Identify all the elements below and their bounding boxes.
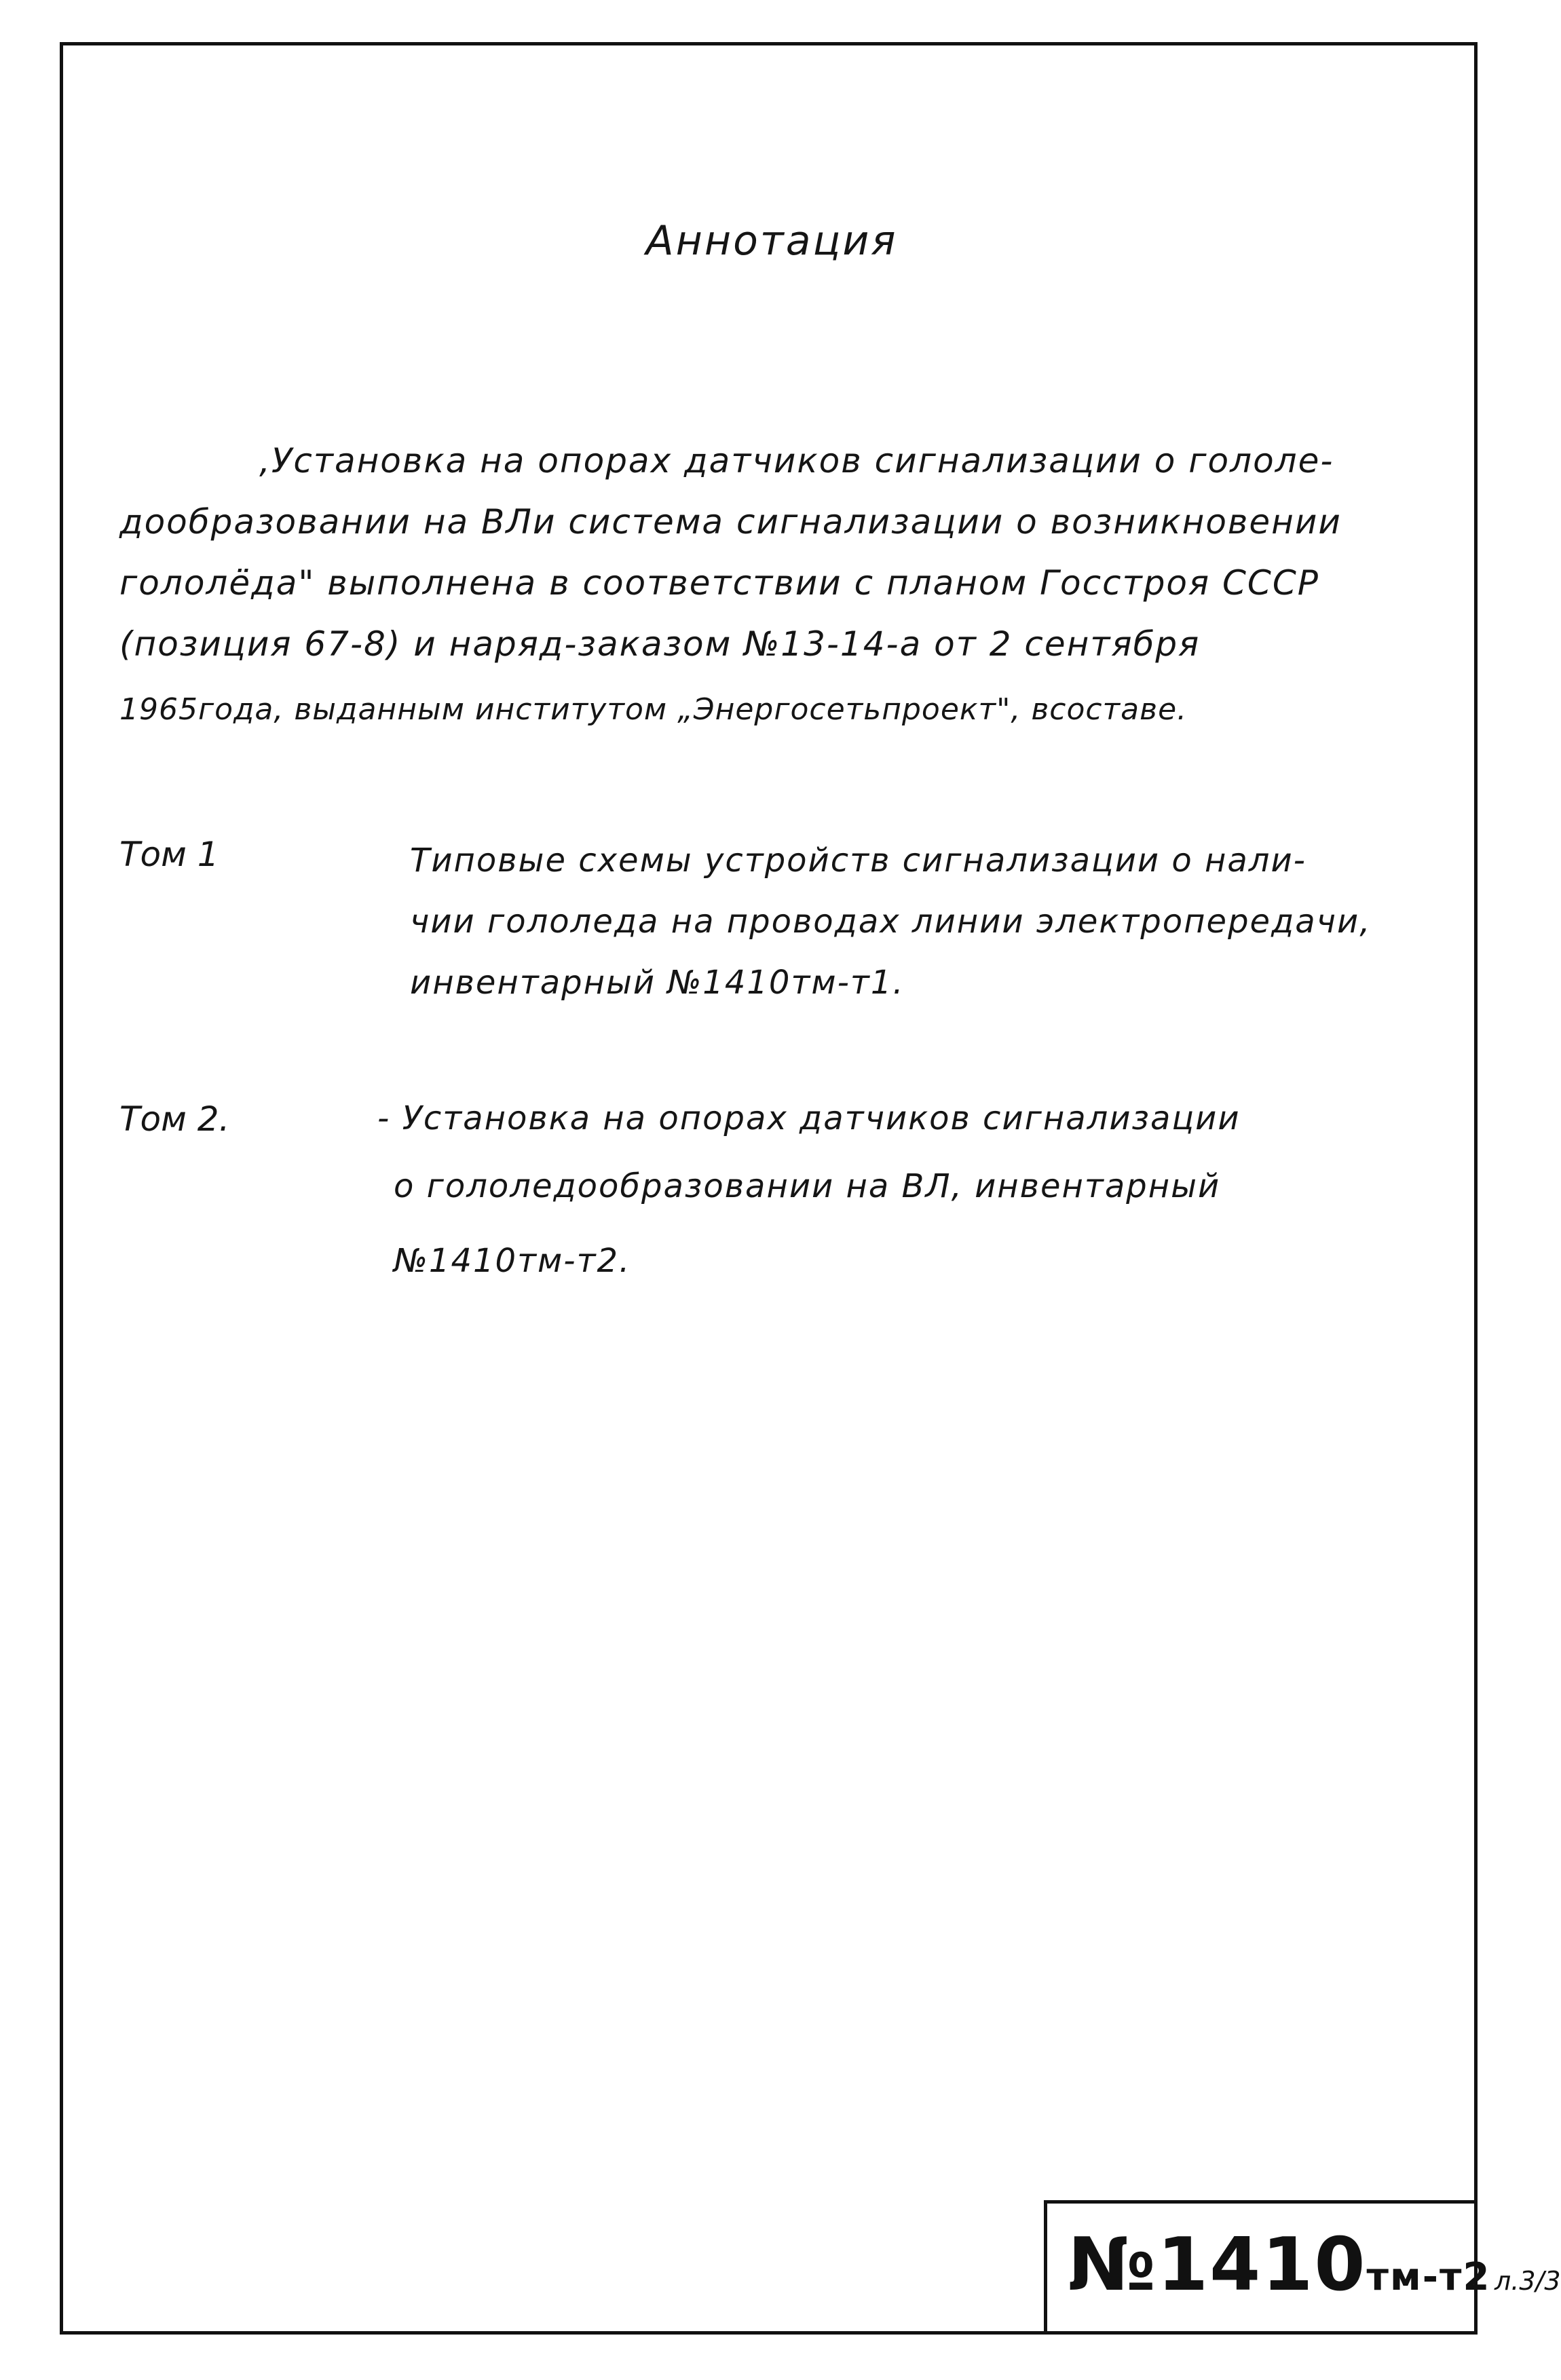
volume-description-line: чии гололеда на проводах линии электропередачи,	[410, 903, 1372, 941]
paragraph-line: дообразовании на ВЛи система сигнализации о возникновении	[119, 502, 1342, 542]
paragraph-line: ,Установка на опорах датчиков сигнализации о гололе-	[259, 441, 1334, 480]
stamp-text	[1068, 2223, 1561, 2307]
volume-description-line: Типовые схемы устройств сигнализации о нали-	[410, 842, 1306, 880]
document-stamp	[1044, 2200, 1561, 2335]
volume-description-line: инвентарный №1410тм-т1.	[410, 964, 905, 1002]
volume-description-line: №1410тм-т2.	[394, 1242, 631, 1280]
paragraph-line: (позиция 67-8) и наряд-заказом №13-14-а от 2 сентября	[119, 624, 1201, 664]
volume-description-line: о гололедообразовании на ВЛ, инвентарный	[394, 1167, 1221, 1205]
paragraph-line: гололёда" выполнена в соответствии с планом Госстроя СССР	[119, 563, 1319, 603]
volume-label: Том 1	[119, 835, 219, 874]
stamp-sheet: л.3/3	[1494, 2266, 1561, 2296]
stamp-number: №1410	[1068, 2223, 1367, 2307]
page-title: Аннотация	[645, 217, 898, 265]
volume-description-line: - Установка на опорах датчиков сигнализации	[377, 1099, 1241, 1137]
paragraph-line: 1965года, выданным институтом „Энергосетьпроект", всоставе.	[119, 692, 1188, 727]
stamp-suffix: тм-т2	[1366, 2255, 1491, 2299]
volume-label: Том 2.	[119, 1099, 230, 1139]
